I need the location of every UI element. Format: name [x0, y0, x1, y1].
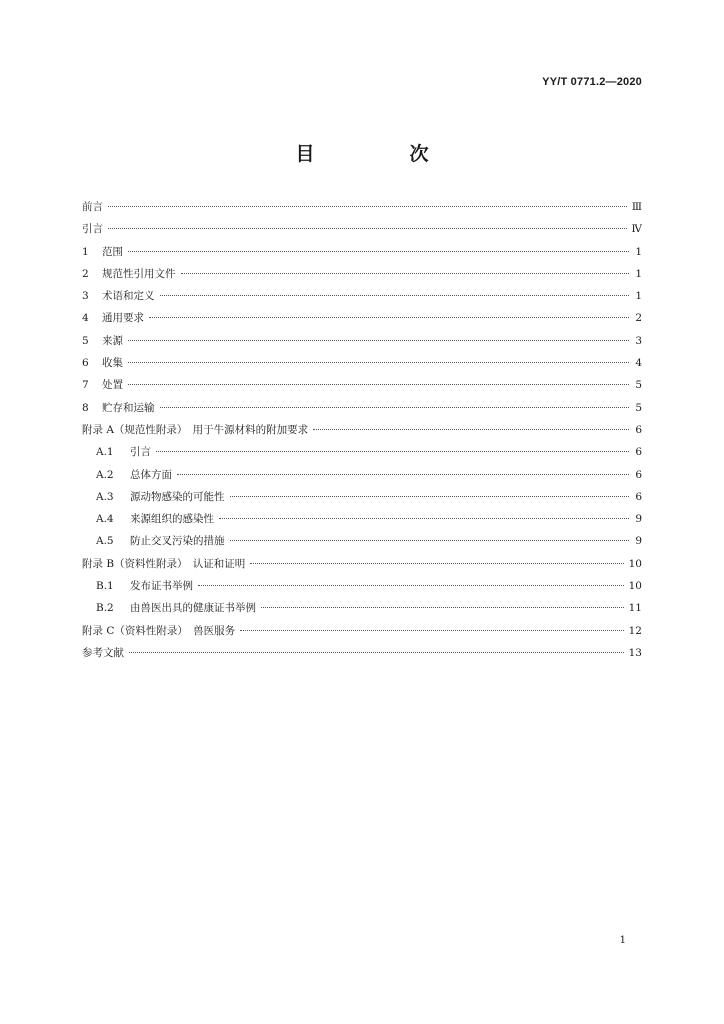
toc-entry-number: 7	[82, 379, 89, 392]
toc-entry-number: 6	[82, 357, 89, 370]
toc-entry-title: 术语和定义	[102, 290, 155, 303]
toc-entry[interactable]	[82, 400, 642, 422]
toc-entry[interactable]	[82, 489, 642, 511]
toc-entry-number: B.2	[96, 602, 114, 615]
toc-entry-number: A.2	[96, 468, 114, 481]
toc-entry-label	[82, 556, 245, 572]
toc-entry-page: 13	[628, 646, 642, 659]
toc-entry-title: 源动物感染的可能性	[130, 490, 225, 503]
dot-leader	[128, 362, 629, 363]
toc-entry-title: 范围	[102, 245, 123, 258]
footer-page-number: 1	[619, 935, 626, 946]
toc-entry-page: 9	[635, 513, 642, 526]
toc-entry[interactable]	[82, 355, 642, 377]
toc-entry-page: 6	[635, 446, 642, 459]
toc-entry-label	[82, 355, 123, 371]
toc-entry-number: A.5	[96, 535, 114, 548]
toc-entry-label	[82, 645, 124, 661]
toc-entry-label	[96, 578, 193, 594]
toc-entry-number: 4	[82, 312, 89, 325]
toc-entry-page: 6	[635, 423, 642, 436]
dot-leader	[240, 630, 624, 631]
toc-entry-number: A.4	[96, 513, 114, 526]
toc-entry-number: B.1	[96, 580, 114, 593]
toc-entry[interactable]	[82, 333, 642, 355]
toc-entry-page: 9	[635, 535, 642, 548]
toc-entry-label	[82, 266, 176, 282]
toc-entry-number: 5	[82, 334, 89, 347]
toc-entry-title: 附录 C（资料性附录） 兽医服务	[82, 624, 236, 637]
toc-entry-title: 来源	[102, 334, 123, 347]
toc-entry[interactable]	[82, 467, 642, 489]
dot-leader	[219, 518, 629, 519]
dot-leader	[108, 228, 627, 229]
toc-entry-title: 通用要求	[102, 312, 144, 325]
dot-leader	[261, 607, 624, 608]
toc-entry-label	[82, 221, 103, 237]
toc-entry-title: 前言	[82, 201, 103, 213]
toc-entry[interactable]	[82, 266, 642, 288]
toc-entry-title: 防止交叉污染的措施	[130, 535, 225, 548]
toc-entry-page: Ⅳ	[631, 223, 642, 236]
toc-entry-title: 来源组织的感染性	[130, 513, 214, 526]
toc-entry-page: 10	[628, 557, 642, 570]
dot-leader	[128, 340, 629, 341]
toc-entry-number: 8	[82, 401, 89, 414]
toc-entry-label	[96, 533, 225, 549]
toc-entry-label	[82, 422, 308, 438]
toc-entry-title: 处置	[102, 379, 123, 392]
toc-entry-title: 规范性引用文件	[102, 267, 176, 280]
toc-entry[interactable]	[82, 645, 642, 667]
toc-entry-label	[96, 444, 151, 460]
toc-entry[interactable]	[82, 511, 642, 533]
page-title: 目 次	[295, 143, 467, 165]
toc-entry-page: 11	[628, 602, 642, 615]
toc-entry[interactable]	[82, 288, 642, 310]
toc-entry-number: 3	[82, 290, 89, 303]
toc-entry-title: 引言	[130, 446, 151, 459]
toc-entry-title: 贮存和运输	[102, 401, 155, 414]
toc-entry-title: 由兽医出具的健康证书举例	[130, 602, 256, 615]
toc-entry-label	[82, 377, 123, 393]
toc-entry-label	[82, 333, 123, 349]
toc-entry[interactable]	[82, 444, 642, 466]
toc-entry-page: 6	[635, 468, 642, 481]
dot-leader	[128, 251, 629, 252]
toc-entry-page: 10	[628, 580, 642, 593]
toc-entry-number: 1	[82, 245, 89, 258]
toc-entry-title: 附录 A（规范性附录） 用于牛源材料的附加要求	[82, 423, 309, 436]
dot-leader	[250, 563, 623, 564]
toc-entry-page: 5	[635, 379, 642, 392]
dot-leader	[230, 540, 630, 541]
toc-entry[interactable]	[82, 310, 642, 332]
dot-leader	[198, 585, 624, 586]
toc-entry-label	[82, 199, 103, 215]
toc-entry-label	[82, 310, 144, 326]
toc-entry-label	[82, 288, 155, 304]
dot-leader	[128, 384, 629, 385]
toc-entry-number: A.1	[96, 446, 114, 459]
toc-entry-page: Ⅲ	[631, 201, 642, 213]
toc-entry-label	[96, 600, 256, 616]
dot-leader	[129, 652, 624, 653]
toc-entry[interactable]	[82, 199, 642, 221]
toc-entry[interactable]	[82, 422, 642, 444]
toc-entry-page: 6	[635, 490, 642, 503]
dot-leader	[108, 206, 627, 207]
toc-entry-title: 引言	[82, 223, 103, 236]
toc-entry-title: 收集	[102, 357, 123, 370]
toc-entry-page: 1	[635, 245, 642, 258]
dot-leader	[177, 474, 629, 475]
dot-leader	[149, 317, 629, 318]
toc-entry-label	[82, 244, 123, 260]
toc-entry-page: 12	[628, 624, 642, 637]
dot-leader	[156, 451, 629, 452]
toc-entry-label	[96, 511, 214, 527]
toc-entry-number: A.3	[96, 490, 114, 503]
toc-entry[interactable]	[82, 221, 642, 243]
standard-code: YY/T 0771.2—2020	[542, 76, 642, 88]
toc-entry-page: 3	[635, 334, 642, 347]
toc-entry-page: 5	[635, 401, 642, 414]
toc-entry-page: 4	[635, 357, 642, 370]
toc-entry-title: 总体方面	[130, 468, 172, 481]
dot-leader	[230, 496, 630, 497]
toc-entry-page: 1	[635, 290, 642, 303]
toc-entry-label	[82, 400, 155, 416]
toc-entry[interactable]	[82, 556, 642, 578]
toc-entry-title: 附录 B（资料性附录） 认证和证明	[82, 557, 246, 570]
dot-leader	[160, 295, 630, 296]
dot-leader	[181, 273, 630, 274]
toc-entry-page: 2	[635, 312, 642, 325]
toc-entry-label	[96, 489, 225, 505]
toc-entry[interactable]	[82, 600, 642, 622]
toc-entry-number: 2	[82, 267, 89, 280]
toc-entry-page: 1	[635, 267, 642, 280]
toc-entry[interactable]	[82, 578, 642, 600]
toc-entry[interactable]	[82, 623, 642, 645]
dot-leader	[313, 429, 629, 430]
dot-leader	[160, 407, 630, 408]
toc-entry[interactable]	[82, 533, 642, 555]
toc-entry-label	[96, 467, 172, 483]
toc-entry[interactable]	[82, 244, 642, 266]
table-of-contents	[82, 199, 642, 667]
toc-entry-title: 参考文献	[82, 646, 124, 659]
toc-entry[interactable]	[82, 377, 642, 399]
toc-entry-title: 发布证书举例	[130, 580, 193, 593]
toc-entry-label	[82, 623, 235, 639]
